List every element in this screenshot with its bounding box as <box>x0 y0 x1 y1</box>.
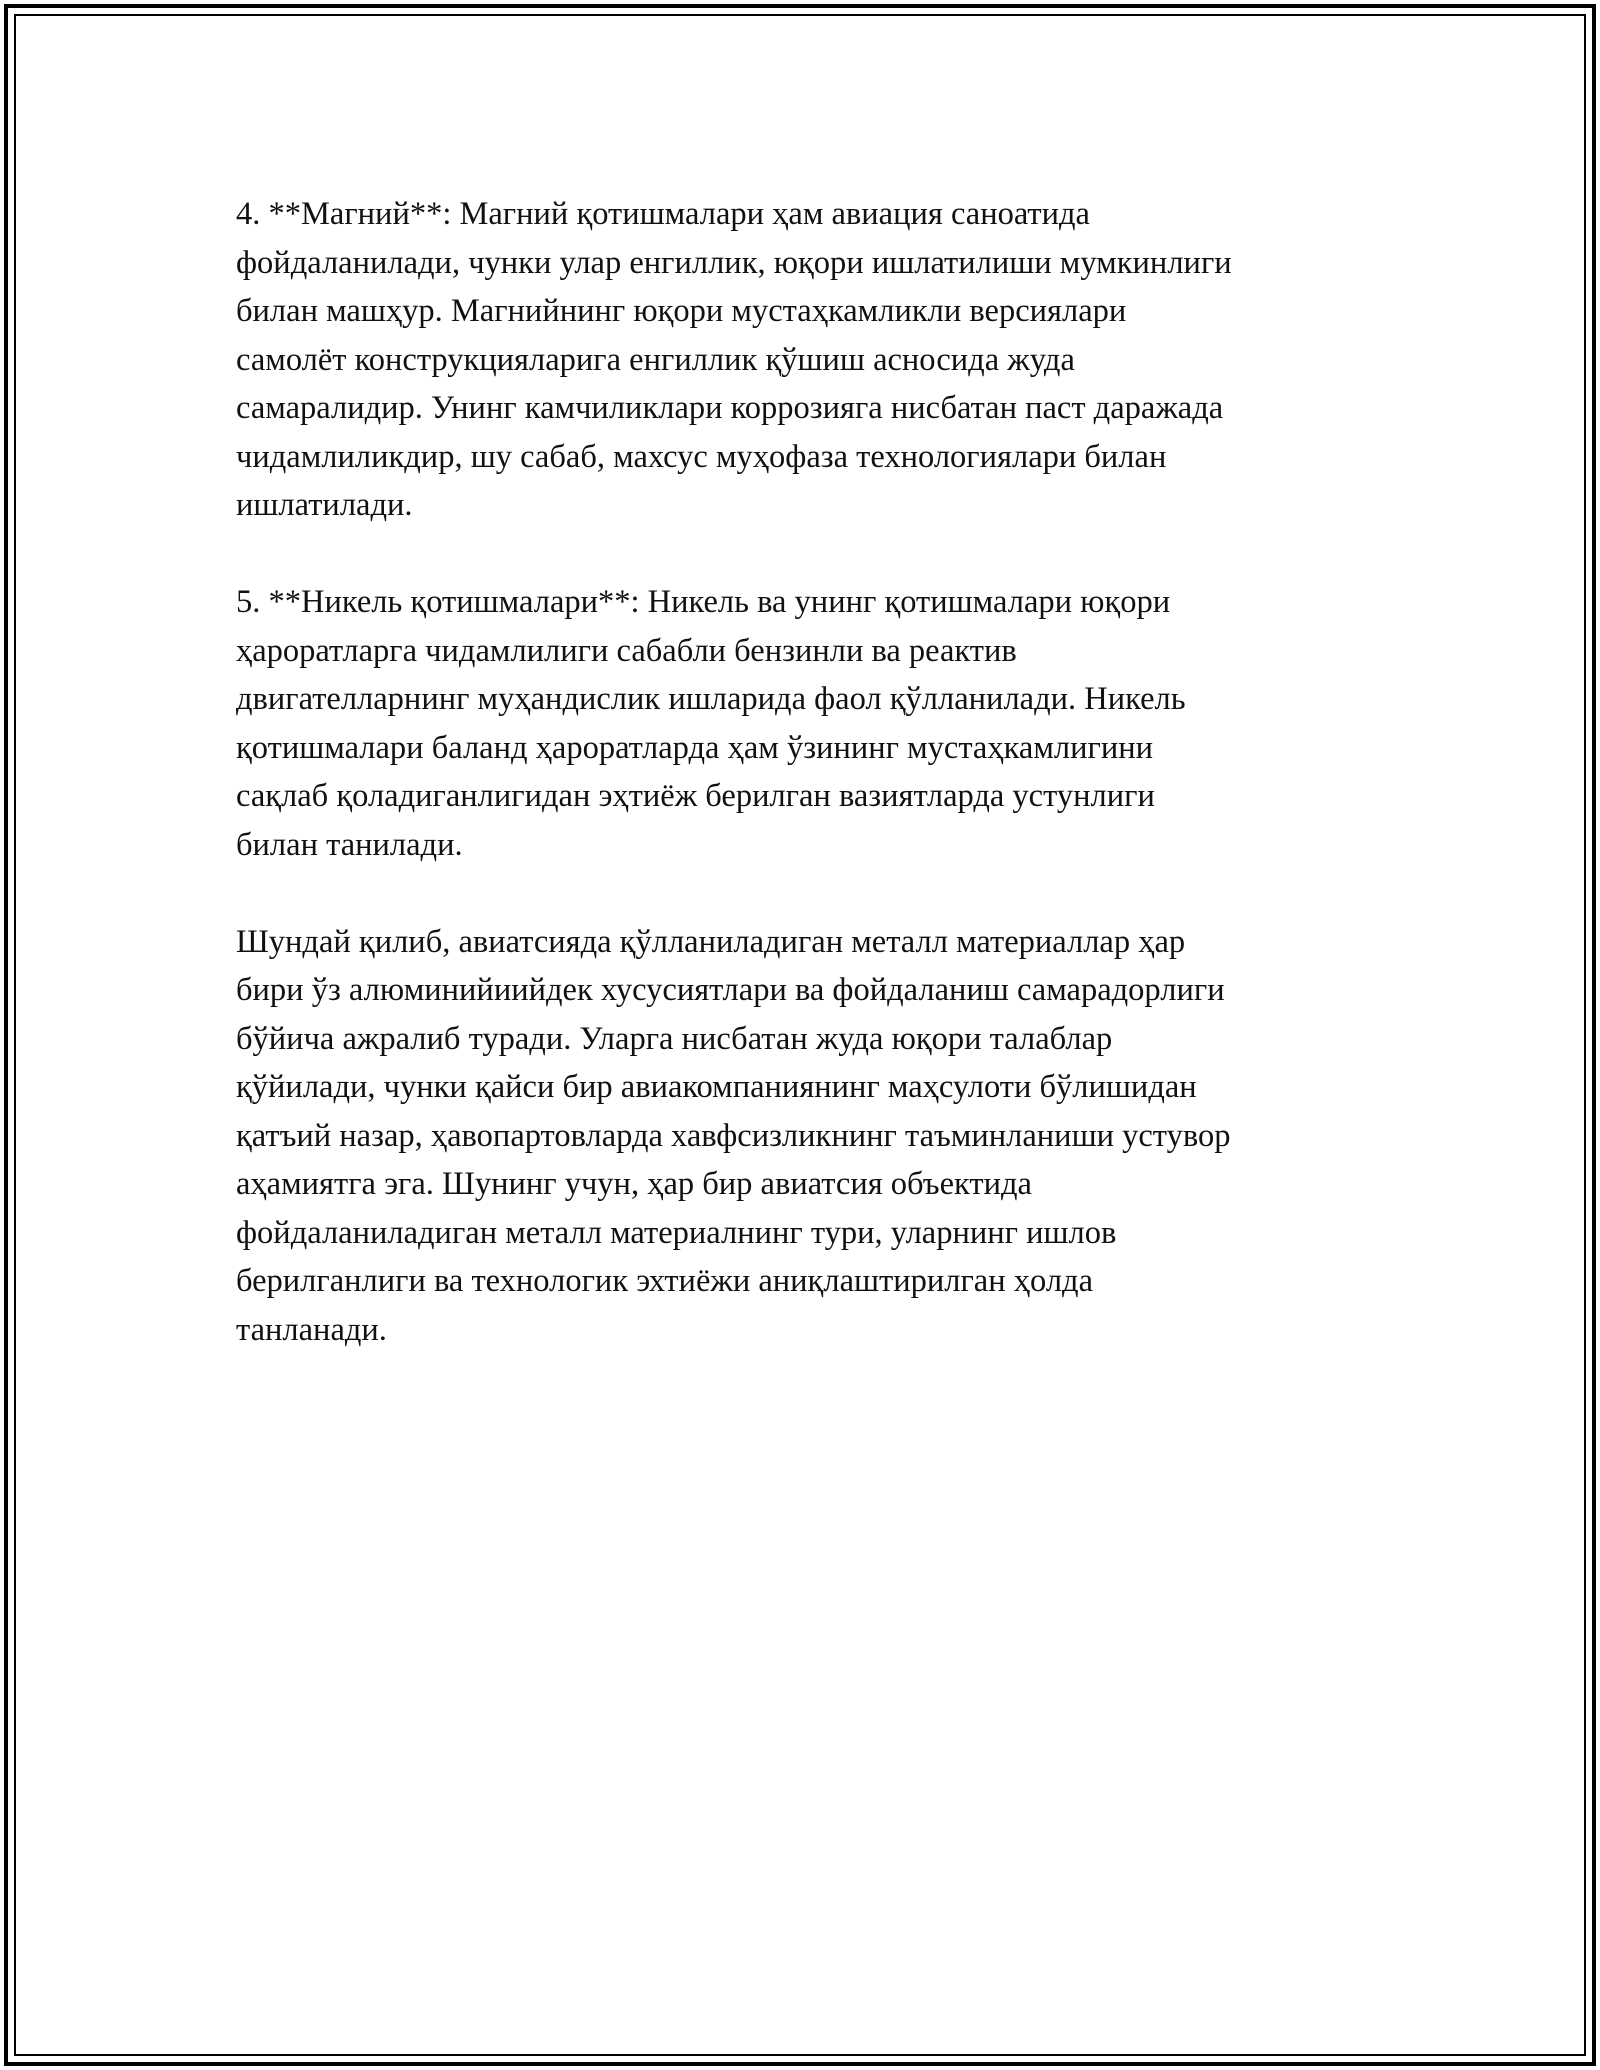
paragraph-magnesium: 4. **Магний**: Магний қотишмалари ҳам авиация саноатида фойдаланилади, чунки улар енгиллик, юқори ишлатилиши мумкинлиги билан машҳур. Магнийнинг юқори мустаҳкамликли версиялари самолёт конструкцияларига енгиллик қўшиш асносида жуда самаралидир. Унинг камчиликлари коррозияга нисбатан паст даражада чидамлиликдир, шу сабаб, махсус муҳофаза технологиялари билан ишлатилади. <box>236 196 1232 523</box>
document-body <box>236 190 1366 1354</box>
paragraph-conclusion: Шундай қилиб, авиатсияда қўлланиладиган металл материаллар ҳар бири ўз алюминийиийдек хусусиятлари ва фойдаланиш самарадорлиги бўйича ажралиб туради. Уларга нисбатан жуда юқори талаблар қўйилади, чунки қайси бир авиакомпаниянинг маҳсулоти бўлишидан қатъий назар, ҳавопартовларда хавфсизликнинг таъминланиши устувор аҳамиятга эга. Шунинг учун, ҳар бир авиатсия объектида фойдаланиладиган металл материалнинг тури, уларнинг ишлов берилганлиги ва технологик эхтиёжи аниқлаштирилган ҳолда танланади. <box>236 923 1231 1348</box>
paragraph-nickel-alloys: 5. **Никель қотишмалари**: Никель ва унинг қотишмалари юқори ҳароратларга чидамлилиги сабабли бензинли ва реактив двигателларнинг муҳандислик ишларида фаол қўлланилади. Никель қотишмалари баланд ҳароратларда ҳам ўзининг мустаҳкамлигини сақлаб қоладиганлигидан эҳтиёж берилган вазиятларда устунлиги билан танилади. <box>236 584 1186 863</box>
